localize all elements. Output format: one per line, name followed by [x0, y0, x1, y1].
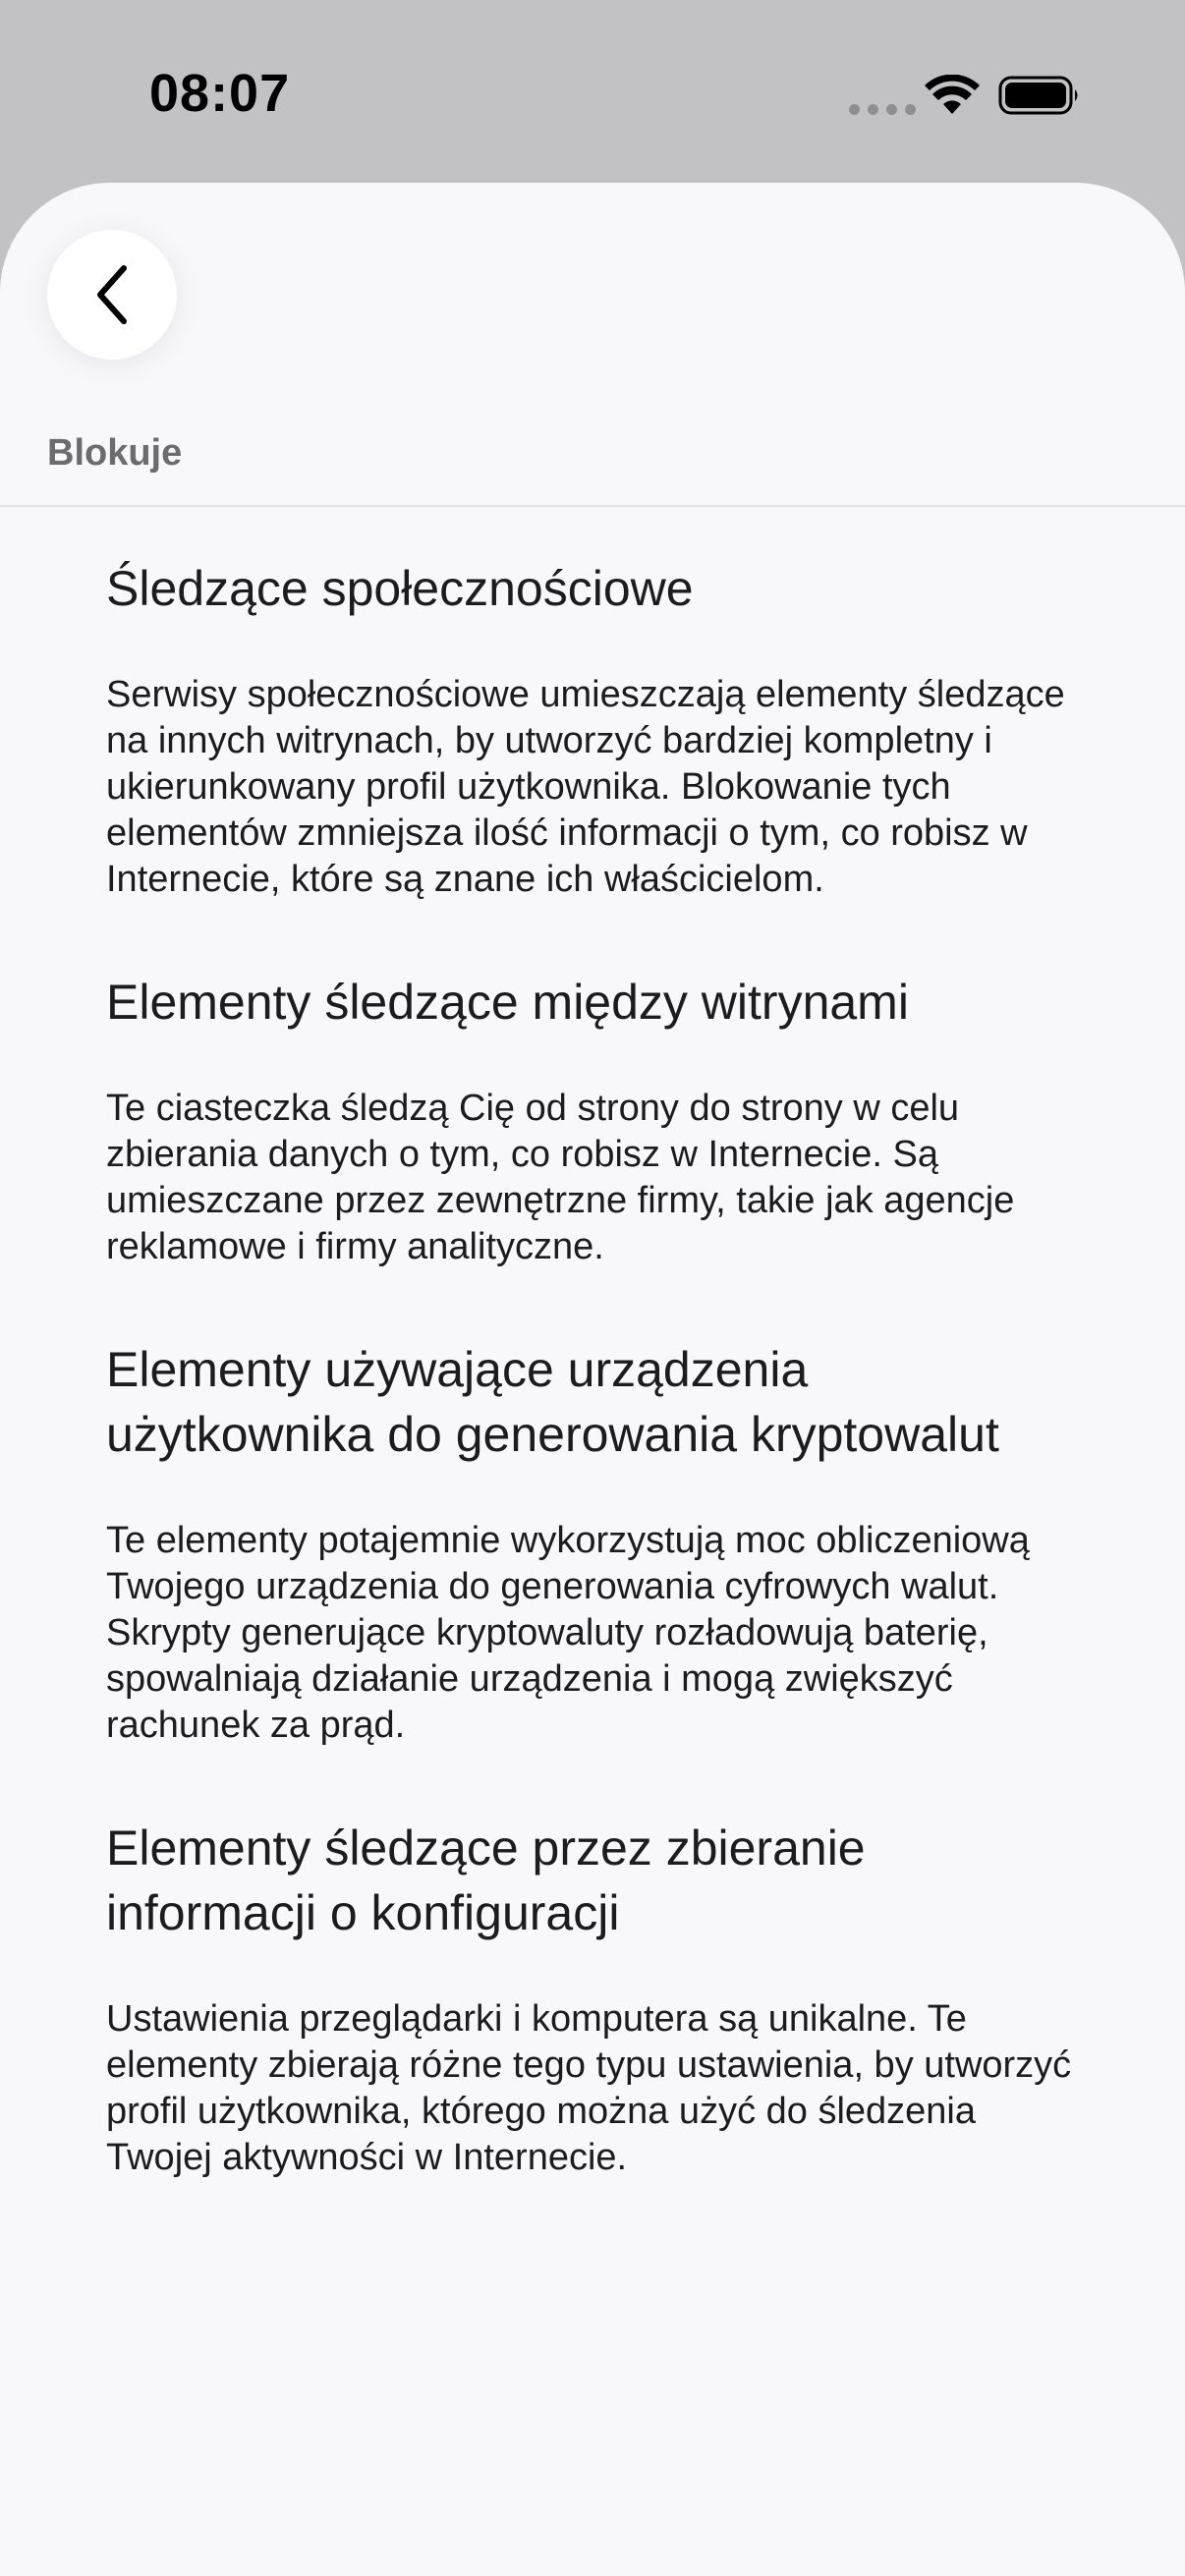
cellular-signal-icon [849, 104, 916, 115]
header-divider [0, 505, 1185, 507]
item-description: Serwisy społecznościowe umieszczają elementy śledzące na innych witrynach, by utworzyć bardziej kompletny i ukierunkowany profil użytkownika. Blokowanie tych elementów zmniejsza ilość informacji o tym, co robisz w Internecie, które są znane ich właścicielom. [106, 674, 1065, 900]
item-title: Śledzące społecznościowe [106, 561, 694, 616]
battery-icon [998, 75, 1081, 116]
status-time: 08:07 [149, 64, 291, 123]
blocking-info-sheet [0, 183, 1185, 2576]
back-button[interactable] [47, 230, 177, 360]
tracker-list [106, 556, 1089, 2248]
item-title: Elementy śledzące przez zbieranie informacji o konfiguracji [106, 1820, 866, 1940]
list-item [106, 970, 1089, 1270]
list-item [106, 1816, 1089, 2181]
item-description: Te ciasteczka śledzą Cię od strony do strony w celu zbierania danych o tym, co robisz w Internecie. Są umieszczane przez zewnętrzne firmy, takie jak agencje reklamowe i firmy analityczne. [106, 1088, 1015, 1267]
wifi-icon [924, 75, 981, 116]
list-item [106, 556, 1089, 903]
list-item [106, 1337, 1089, 1749]
item-description: Ustawienia przeglądarki i komputera są unikalne. Te elementy zbierają różne tego typu ustawienia, by utworzyć profil użytkownika, którego można użyć do śledzenia Twojej aktywności w Internecie. [106, 1998, 1072, 2178]
item-title: Elementy śledzące między witrynami [106, 975, 909, 1030]
section-header: Blokuje [47, 432, 183, 474]
chevron-left-icon [90, 262, 134, 327]
item-title: Elementy używające urządzenia użytkownika do generowania kryptowalut [106, 1342, 999, 1462]
item-description: Te elementy potajemnie wykorzystują moc obliczeniową Twojego urządzenia do generowania cyfrowych walut. Skrypty generujące kryptowaluty rozładowują baterię, spowalniają działanie urządzenia i mogą zwiększyć rachunek za prąd. [106, 1520, 1030, 1746]
status-bar [0, 0, 1185, 183]
